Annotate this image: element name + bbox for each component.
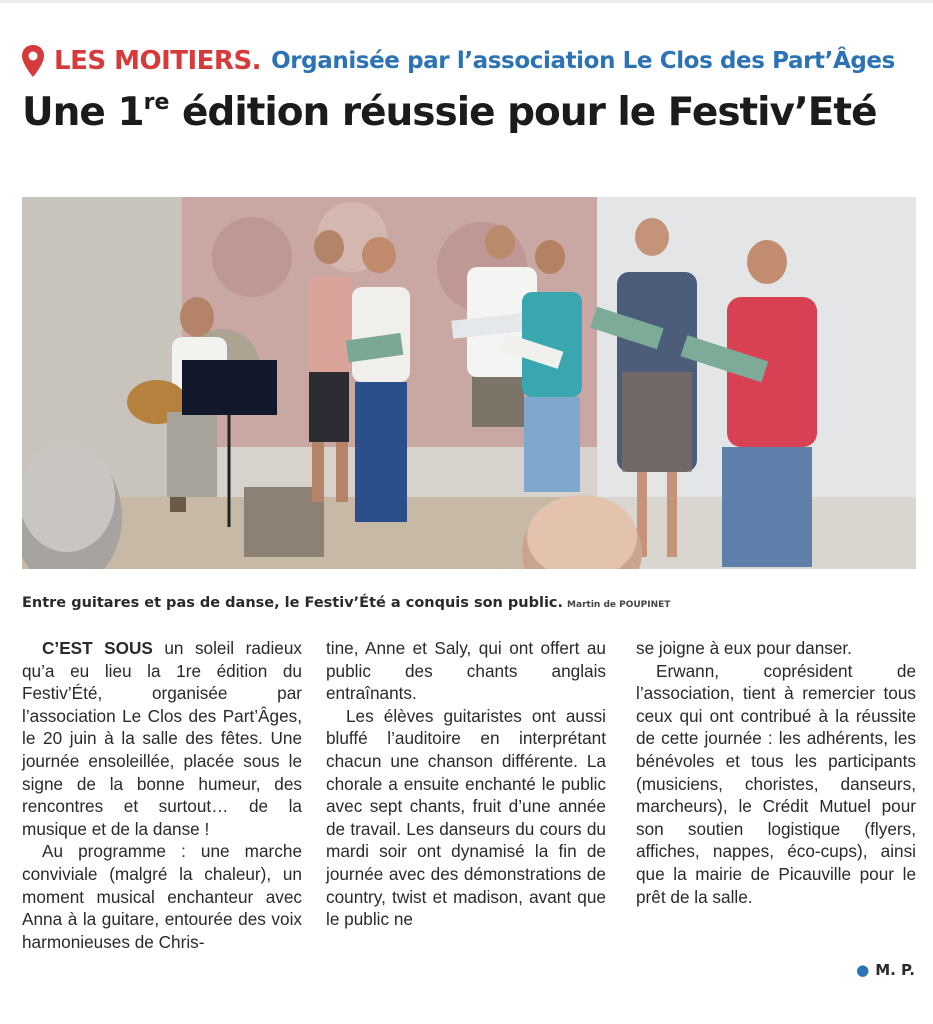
paragraph: Erwann, coprésident de l’association, tient à remercier tous ceux qui ont contribué à la réussite de cette journée : les adhérents, les bénévoles et tous les participants (musiciens, choristes, danseurs, marcheurs), le Crédit Mutuel pour son soutien logistique (flyers, affiches, nappes, éco-cups), ainsi que la mairie de Picauville pour le prêt de la salle. <box>636 660 916 907</box>
paragraph: Au programme : une marche conviviale (malgré la chaleur), un moment musical enchanteur avec Anna à la guitare, entourée des voix harmonieuses de Chris- <box>22 841 302 952</box>
headline-prefix: Une 1 <box>22 90 144 135</box>
location-name: LES MOITIERS. <box>54 46 262 76</box>
paragraph: tine, Anne et Saly, qui ont offert au public des chants anglais entraînants. <box>326 638 606 704</box>
top-rule <box>0 0 933 3</box>
caption-text: Entre guitares et pas de danse, le Festiv’Été a conquis son public. <box>22 595 564 611</box>
article-column-3 <box>636 637 916 908</box>
headline-rest: édition réussie pour le Festiv’Eté <box>169 90 877 135</box>
bullet-icon: ● <box>856 961 870 979</box>
paragraph: se joigne à eux pour danser. <box>636 638 852 658</box>
photo-caption <box>22 595 922 611</box>
lead-in: C’EST SOUS <box>42 638 153 658</box>
paragraph: Les élèves guitaristes ont aussi bluffé l’auditoire en interprétant chacun une chanson différente. La chorale a ensuite enchanté le public avec sept chants, fruit d’une année de travail. Les danseurs du cours du mardi soir ont dynamisé la fin de journée avec des démonstrations de country, twist et madison, avant que le public ne <box>326 705 606 930</box>
photo-credit: Martin de POUPINET <box>567 600 671 610</box>
article-kicker <box>20 40 920 82</box>
author-signature <box>856 961 915 979</box>
paragraph <box>22 637 302 840</box>
article-column-1 <box>22 637 302 953</box>
article-column-2 <box>326 637 606 931</box>
paragraph-text: un soleil radieux qu’a eu lieu la 1re édition du Festiv’Été, organisée par l’association Le Clos des Part’Âges, le 20 juin à la salle des fêtes. Une journée ensoleillée, placée sous le signe de la bonne humeur, des rencontres et surtout… de la musique et de la danse ! <box>22 638 302 839</box>
headline <box>22 90 922 135</box>
kicker-text: Organisée par l’association Le Clos des Part’Âges <box>271 48 895 74</box>
article-photo <box>22 197 916 569</box>
map-pin-icon <box>20 44 46 78</box>
headline-superscript: re <box>143 90 170 115</box>
photo-illustration <box>22 197 916 569</box>
signature-text: M. P. <box>875 961 915 979</box>
